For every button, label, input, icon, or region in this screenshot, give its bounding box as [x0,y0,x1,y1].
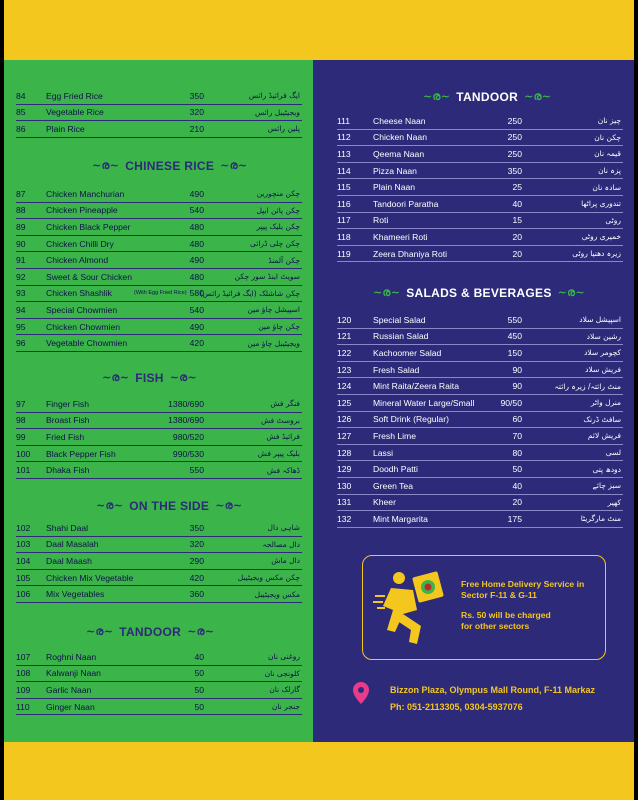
item-number: 85 [16,107,26,118]
menu-row [337,113,623,130]
menu-row [16,319,302,336]
item-urdu-name: اسپیشل سلاد [579,315,621,325]
item-number: 89 [16,221,26,232]
item-name: Kheer [373,497,396,508]
item-price: 550 [507,314,522,325]
flourish-icon: ~ര~ [220,159,248,172]
fish-title: ~ര~ FISH ~ര~ [102,371,197,385]
item-name: Daal Maash [46,555,92,566]
item-name: Vegetable Chowmien [46,338,128,349]
menu-row [16,570,302,587]
item-name: Roti [373,215,389,226]
menu-row [16,236,302,253]
item-name: Chicken Mix Vegetable [46,572,134,583]
item-price: 90 [512,364,522,375]
menu-row [337,445,623,462]
item-urdu-name: کلونجی نان [264,668,300,678]
item-number: 130 [337,480,352,491]
item-number: 104 [16,555,31,566]
flourish-icon: ~ര~ [96,499,124,512]
menu-row [337,428,623,445]
item-name: Fresh Salad [373,364,420,375]
item-urdu-name: کھیر [607,497,621,507]
item-number: 96 [16,338,26,349]
tandoor-left-list [16,649,302,715]
item-urdu-name: فرائیڈ فش [266,432,300,442]
item-price: 490 [189,188,204,199]
item-price: 150 [507,347,522,358]
item-name: Mix Vegetables [46,589,105,600]
bottom-band [4,742,634,800]
item-number: 105 [16,572,31,583]
menu-row [16,396,302,413]
menu-row [16,699,302,716]
tandoor-right-list [337,113,623,262]
item-number: 91 [16,255,26,266]
menu-row [337,312,623,329]
menu-row [337,130,623,147]
salads-beverages-list [337,312,623,528]
item-name: Dhaka Fish [46,465,90,476]
item-number: 132 [337,513,352,524]
item-urdu-name: منٹ مارگریٹا [580,514,621,524]
item-number: 131 [337,497,352,508]
menu-row [337,378,623,395]
item-name: Black Pepper Fish [46,448,116,459]
item-name: Soft Drink (Regular) [373,414,449,425]
flourish-icon: ~ര~ [169,371,197,384]
item-number: 94 [16,304,26,315]
item-number: 98 [16,415,26,426]
item-urdu-name: فریش لائم [587,431,621,441]
item-number: 110 [16,701,30,712]
item-urdu-name: سویٹ اینڈ سور چکن [234,272,300,282]
item-name: Mineral Water Large/Small [373,397,475,408]
item-number: 97 [16,398,26,409]
menu-row [337,395,623,412]
item-name: Doodh Patti [373,464,418,475]
menu-row [16,269,302,286]
item-urdu-name: منرل واٹر [590,398,621,408]
item-price: 15 [512,215,522,226]
item-price: 450 [507,331,522,342]
tandoor-left-title: ~ര~ TANDOOR ~ര~ [86,625,215,639]
item-name: Sweet & Sour Chicken [46,271,132,282]
item-urdu-name: سادہ نان [592,182,621,192]
menu-row [337,329,623,346]
salads-beverages-title: ~ര~ SALADS & BEVERAGES ~ര~ [373,286,585,300]
item-urdu-name: زیرہ دھنیا روٹی [572,249,621,259]
item-urdu-name: ویجیٹیبل رائس [254,107,300,117]
item-price: 320 [189,107,204,118]
menu-row [337,163,623,180]
item-name: Plain Rice [46,123,85,134]
item-urdu-name: قیمہ نان [594,149,621,159]
tandoor-right-title: ~ര~ TANDOOR ~ര~ [423,90,552,104]
item-number: 113 [337,148,351,159]
item-number: 95 [16,321,26,332]
item-price: 1380/690 [168,415,204,426]
menu-row [16,413,302,430]
item-price: 480 [189,271,204,282]
item-price: 980/520 [172,431,204,442]
location-pin-icon [353,682,369,704]
flourish-icon: ~ര~ [102,371,130,384]
item-price: 210 [189,123,204,134]
item-urdu-name: چیز نان [597,116,621,126]
item-price: 50 [194,684,204,695]
item-number: 123 [337,364,352,375]
menu-row [337,196,623,213]
menu-row [16,203,302,220]
right-panel [315,60,634,742]
item-number: 118 [337,231,351,242]
menu-row [337,146,623,163]
menu-row [337,246,623,263]
item-number: 124 [337,381,352,392]
item-price: 290 [189,555,204,566]
item-name: Garlic Naan [46,684,92,695]
item-name: Zeera Dhaniya Roti [373,248,448,259]
menu-row [337,229,623,246]
item-name: Fried Fish [46,431,85,442]
item-name: Chicken Chilli Dry [46,238,114,249]
item-urdu-name: چکن چاؤ مین [258,322,300,332]
menu-row [16,666,302,683]
item-number: 119 [337,248,351,259]
item-name: Vegetable Rice [46,107,104,118]
item-name: Shahi Daal [46,522,89,533]
item-number: 127 [337,430,352,441]
item-note: (With Egg Fried Rice) [134,290,187,297]
item-name: Cheese Naan [373,115,426,126]
chinese-rice-list [16,186,302,352]
item-name: Chicken Black Pepper [46,221,131,232]
item-name: Chicken Almond [46,255,109,266]
item-number: 100 [16,448,31,459]
flourish-icon: ~ര~ [373,286,401,299]
item-number: 112 [337,132,351,143]
item-urdu-name: کچومر سلاد [584,348,621,358]
item-name: Green Tea [373,480,413,491]
item-price: 25 [512,182,522,193]
item-price: 420 [189,338,204,349]
menu-row [337,478,623,495]
item-urdu-name: ایگ فرائیڈ رائس [248,91,300,101]
item-urdu-name: جنجر نان [271,702,300,712]
menu-row [16,429,302,446]
address-block [353,680,633,720]
item-urdu-name: سبز چائے [592,481,621,491]
item-price: 20 [512,248,522,259]
flourish-icon: ~ര~ [557,286,585,299]
flourish-icon: ~ര~ [86,625,114,638]
item-number: 88 [16,205,26,216]
item-number: 107 [16,651,31,662]
item-number: 109 [16,684,31,695]
item-price: 490 [189,321,204,332]
promo-free-delivery: Free Home Delivery Service in Sector F-11 & G-11 [461,579,585,600]
item-number: 93 [16,288,26,299]
item-price: 360 [189,589,204,600]
flourish-icon: ~ര~ [215,499,243,512]
item-name: Mint Raita/Zeera Raita [373,381,459,392]
item-number: 115 [337,182,351,193]
item-urdu-name: سافٹ ڈرنک [583,414,621,424]
menu-row [16,446,302,463]
item-number: 122 [337,347,352,358]
menu-page [4,0,634,800]
item-number: 126 [337,414,352,425]
item-price: 20 [512,231,522,242]
item-urdu-name: بلیک پیپر فش [257,449,300,459]
flourish-icon: ~ര~ [187,625,215,638]
item-urdu-name: رشین سلاد [586,331,621,341]
item-urdu-name: چکن نان [594,132,621,142]
fish-list [16,396,302,479]
item-number: 117 [337,215,351,226]
item-urdu-name: چکن بلیک پیپر [256,222,300,232]
item-price: 320 [189,539,204,550]
item-price: 50 [194,701,204,712]
menu-row [16,302,302,319]
menu-row [337,412,623,429]
item-number: 125 [337,397,352,408]
item-price: 90 [512,381,522,392]
item-urdu-name: دال ماش [271,556,300,566]
item-price: 90/50 [500,397,522,408]
menu-row [16,586,302,603]
item-urdu-name: منٹ رائتہ/ زیرہ رائتہ [554,381,621,391]
item-urdu-name: دودھ پتی [592,464,621,474]
item-number: 92 [16,271,26,282]
item-number: 129 [337,464,352,475]
on-the-side-title: ~ര~ ON THE SIDE ~ര~ [96,499,243,513]
item-name: Kalwanji Naan [46,668,101,679]
menu-row [337,345,623,362]
item-urdu-name: چکن مکس ویجیٹیبل [237,573,300,583]
delivery-promo-box [362,555,606,660]
item-price: 80 [512,447,522,458]
item-urdu-name: اسپیشل چاؤ مین [247,305,300,315]
item-name: Special Chowmien [46,304,118,315]
item-urdu-name: روٹی [605,215,621,225]
item-number: 102 [16,522,31,533]
menu-row [16,121,302,138]
menu-row [337,461,623,478]
item-name: Finger Fish [46,398,89,409]
item-urdu-name: چکن آلمنڈ [268,255,300,265]
item-name: Khameeri Roti [373,231,428,242]
item-price: 40 [512,198,522,209]
item-name: Special Salad [373,314,426,325]
item-urdu-name: چکن پائن ایپل [256,205,300,215]
item-urdu-name: دال مصالحہ [262,539,300,549]
item-price: 250 [507,132,522,143]
item-urdu-name: فنگر فش [270,399,300,409]
flourish-icon: ~ര~ [524,90,552,103]
item-price: 250 [507,148,522,159]
menu-row [337,179,623,196]
item-name: Egg Fried Rice [46,90,103,101]
item-urdu-name: مکس ویجیٹیبل [254,589,300,599]
item-urdu-name: فریش سلاد [585,365,621,375]
item-number: 120 [337,314,352,325]
item-name: Broast Fish [46,415,90,426]
item-price: 175 [507,513,522,524]
menu-row [16,186,302,203]
item-urdu-name: گارلک نان [269,685,300,695]
item-name: Mint Margarita [373,513,428,524]
item-price: 40 [512,480,522,491]
item-urdu-name: چکن چلی ڈرائی [249,239,300,249]
item-name: Pizza Naan [373,165,417,176]
chinese-rice-title: ~ര~ CHINESE RICE ~ര~ [92,159,248,173]
menu-row [16,682,302,699]
item-urdu-name: تندوری پراٹھا [581,199,621,209]
item-price: 350 [507,165,522,176]
phone-text: Ph: 051-2113305, 0304-5937076 [390,702,523,712]
item-number: 99 [16,431,26,442]
item-name: Plain Naan [373,182,416,193]
item-price: 60 [512,414,522,425]
item-number: 103 [16,539,31,550]
menu-row [16,88,302,105]
item-name: Tandoori Paratha [373,198,439,209]
item-price: 480 [189,221,204,232]
flourish-icon: ~ര~ [92,159,120,172]
item-price: 1380/690 [168,398,204,409]
menu-row [16,649,302,666]
menu-row [16,462,302,479]
left-panel [4,60,315,742]
item-price: 70 [512,430,522,441]
on-the-side-list [16,520,302,603]
item-price: 250 [507,115,522,126]
item-urdu-name: بروسٹ فش [260,415,300,425]
item-price: 40 [194,651,204,662]
flourish-icon: ~ര~ [423,90,451,103]
item-name: Daal Masalah [46,539,99,550]
item-price: 50 [512,464,522,475]
menu-row [16,105,302,122]
top-band [4,0,634,60]
item-price: 540 [189,205,204,216]
item-price: 350 [189,522,204,533]
item-urdu-name: لسی [605,448,621,458]
item-number: 101 [16,465,31,476]
item-price: 50 [194,668,204,679]
item-urdu-name: چکن شاشلک (ایگ فرائیڈ رائس) [199,288,300,298]
item-name: Chicken Manchurian [46,188,125,199]
menu-row [337,362,623,379]
item-number: 116 [337,198,351,209]
item-price: 20 [512,497,522,508]
item-name: Chicken Naan [373,132,427,143]
item-price: 490 [189,255,204,266]
item-price: 540 [189,304,204,315]
item-urdu-name: شاہی دال [267,523,300,533]
item-urdu-name: ڈھاکہ فش [266,465,300,475]
item-urdu-name: پلین رائس [267,124,300,134]
item-urdu-name: خمیری روٹی [581,232,621,242]
item-name: Ginger Naan [46,701,95,712]
item-name: Roghni Naan [46,651,97,662]
item-name: Lassi [373,447,394,458]
delivery-man-icon [373,566,447,650]
item-number: 84 [16,90,26,101]
item-number: 114 [337,165,351,176]
menu-row [16,335,302,352]
item-name: Qeema Naan [373,148,425,159]
item-price: 480 [189,238,204,249]
rice-list [16,88,302,138]
menu-row [337,213,623,230]
item-name: Fresh Lime [373,430,416,441]
item-number: 121 [337,331,352,342]
item-urdu-name: پزہ نان [598,166,621,176]
menu-row [16,219,302,236]
address-text: Bizzon Plaza, Olympus Mall Round, F-11 Markaz [390,685,596,695]
item-urdu-name: چکن منچورین [256,189,300,199]
item-number: 90 [16,238,26,249]
item-name: Kachoomer Salad [373,347,442,358]
item-urdu-name: ویجیٹیبل چاؤ مین [247,338,300,348]
item-price: 420 [189,572,204,583]
menu-row [16,286,302,303]
menu-row [16,553,302,570]
item-name: Chicken Shashlik [46,288,112,299]
menu-row [16,252,302,269]
item-price: 350 [189,90,204,101]
menu-row [16,520,302,537]
menu-row [337,495,623,512]
item-number: 86 [16,123,26,134]
item-price: 550 [189,465,204,476]
promo-charge-note: Rs. 50 will be charged for other sectors [461,610,551,631]
item-price: 990/530 [172,448,204,459]
item-number: 87 [16,188,26,199]
item-price: 580 [189,288,204,299]
item-number: 111 [337,115,351,126]
item-urdu-name: روغنی نان [268,652,300,662]
item-number: 106 [16,589,31,600]
item-number: 108 [16,668,31,679]
menu-row [16,537,302,554]
item-name: Russian Salad [373,331,429,342]
item-name: Chicken Pineapple [46,205,118,216]
menu-row [337,511,623,528]
item-number: 128 [337,447,352,458]
item-name: Chicken Chowmien [46,321,121,332]
